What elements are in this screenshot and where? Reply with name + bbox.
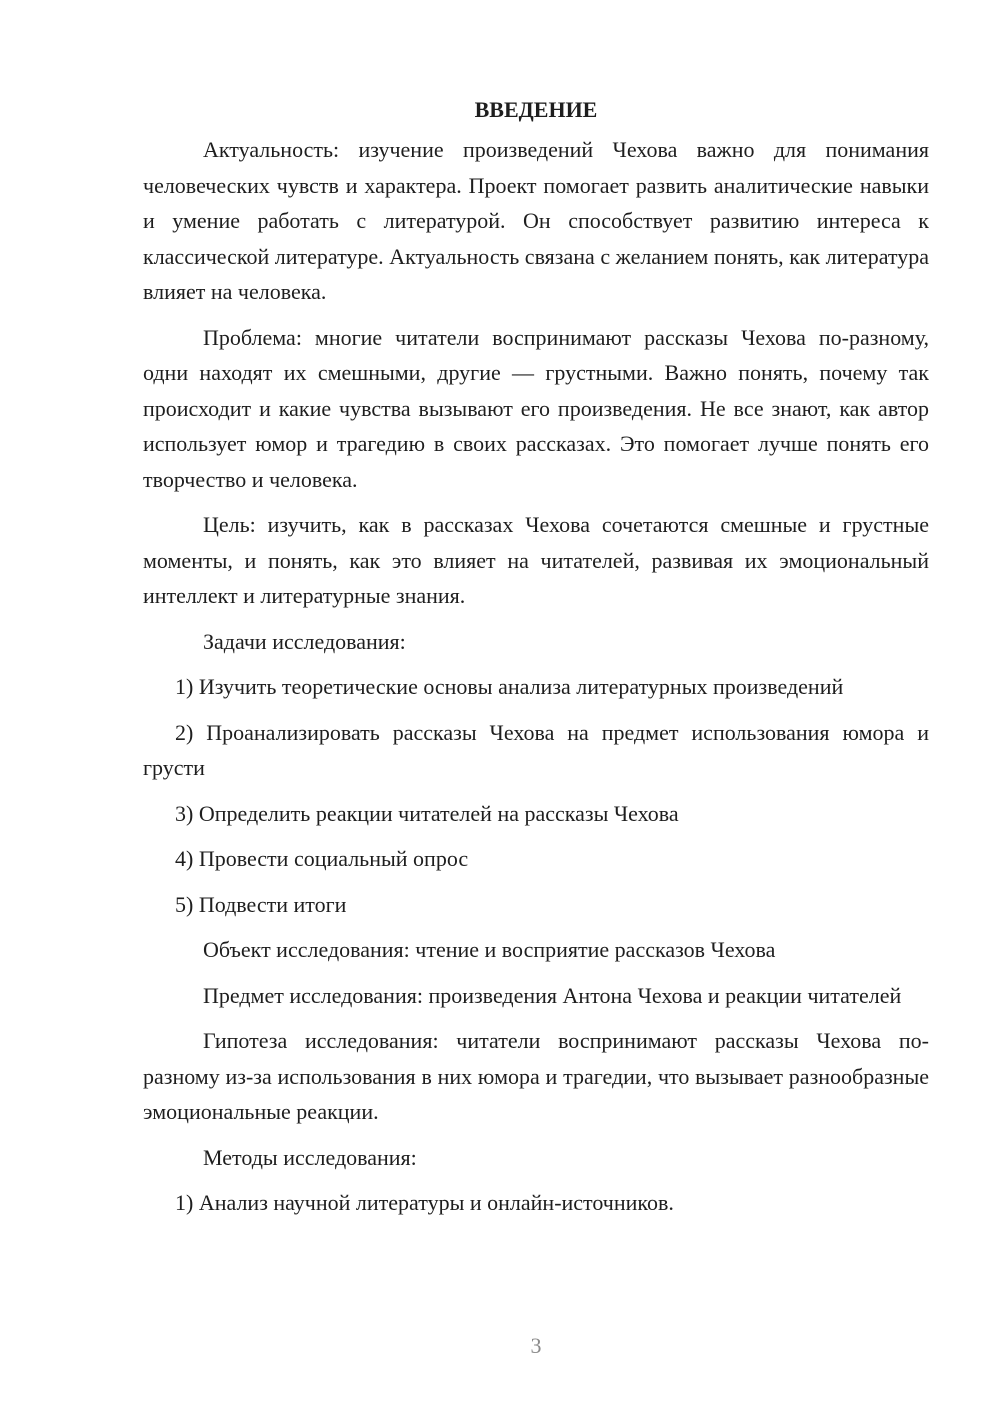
problem-paragraph: Проблема: многие читатели воспринимают рассказы Чехова по-разному, одни находят их смешными, другие — грустными. Важно понять, почему так происходит и какие чувства вызывают его произведения. Не все знают, как автор использует юмор и трагедию в своих рассказах. Это помогает лучше понять его творчество и человека. bbox=[143, 324, 929, 492]
object-paragraph: Объект исследования: чтение и восприятие рассказов Чехова bbox=[203, 937, 776, 962]
relevance-paragraph: Актуальность: изучение произведений Чехова важно для понимания человеческих чувств и характера. Проект помогает развить аналитические навыки и умение работать с литературой. Он способствует развитию интереса к классической литературе. Актуальность связана с желанием понять, как литература влияет на человека. bbox=[143, 137, 929, 304]
methods-label: Методы исследования: bbox=[203, 1144, 417, 1170]
list-item: 3) Определить реакции читателей на рассказы Чехова bbox=[175, 800, 679, 826]
subject-paragraph: Предмет исследования: произведения Антона Чехова и реакции читателей bbox=[203, 982, 902, 1008]
list-item: 1) Изучить теоретические основы анализа литературных произведений bbox=[175, 674, 844, 699]
section-heading: ВВЕДЕНИЕ bbox=[474, 97, 598, 122]
list-item: 5) Подвести итоги bbox=[175, 891, 347, 917]
goal-paragraph: Цель: изучить, как в рассказах Чехова сочетаются смешные и грустные моменты, и понять, как это влияет на читателей, развивая их эмоциональный интеллект и литературные знания. bbox=[143, 512, 929, 608]
methods-list bbox=[143, 1185, 929, 1221]
page-number: 3 bbox=[530, 1333, 542, 1358]
list-item: 2) Проанализировать рассказы Чехова на предмет использования юмора и грусти bbox=[143, 719, 929, 780]
tasks-label: Задачи исследования: bbox=[203, 628, 406, 654]
page-body bbox=[143, 92, 929, 1231]
list-item: 1) Анализ научной литературы и онлайн-источников. bbox=[175, 1190, 674, 1215]
tasks-list bbox=[143, 669, 929, 922]
hypothesis-paragraph: Гипотеза исследования: читатели воспринимают рассказы Чехова по-разному из-за использования в них юмора и трагедии, что вызывает разнообразные эмоциональные реакции. bbox=[143, 1028, 929, 1124]
list-item: 4) Провести социальный опрос bbox=[175, 846, 469, 871]
